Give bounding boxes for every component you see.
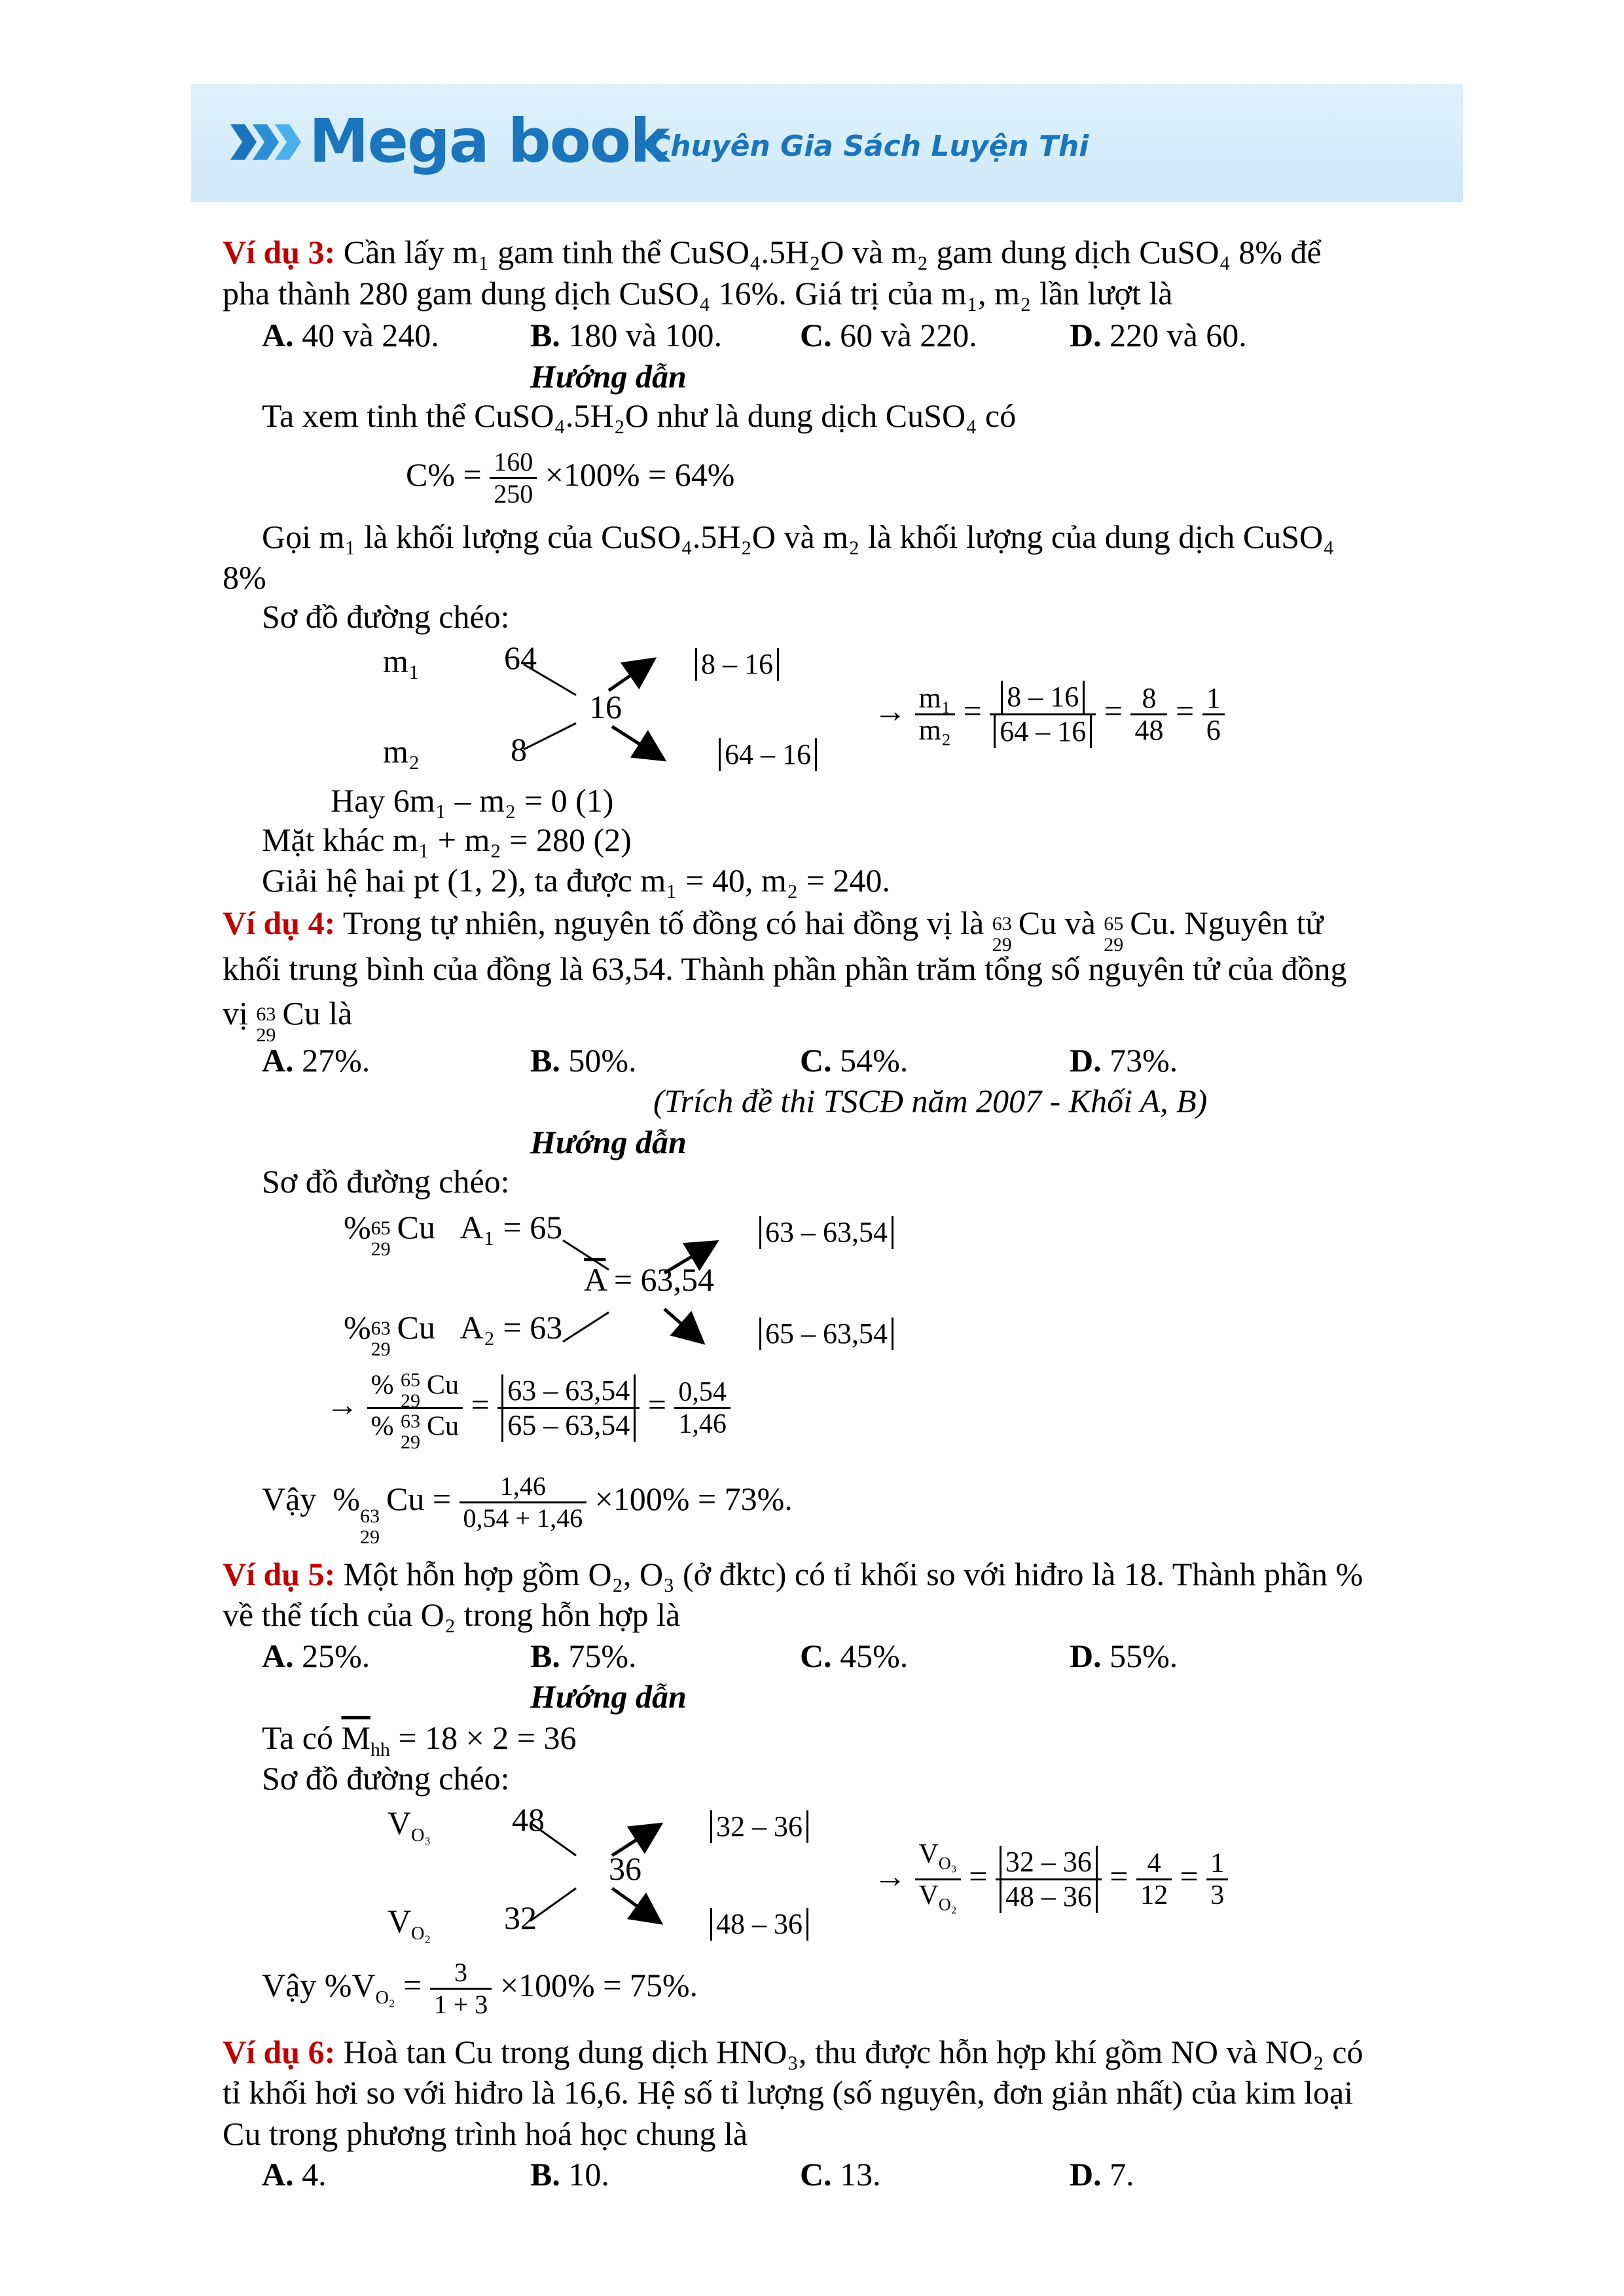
- ex3-diag-16: 16: [589, 689, 622, 725]
- ex3-q1: Cần lấy m₁ gam tinh thể CuSO₄.5H₂O và m₂ gam dung dịch CuSO₄ 8% để: [343, 234, 1322, 270]
- ex6-opt-a: A. 4.: [262, 2156, 327, 2193]
- ex4-diag-abs1: 63 – 63,54: [759, 1211, 893, 1250]
- ex3-step6: Giải hệ hai pt (1, 2), ta được m₁ = 40, m₂ = 240.: [262, 862, 890, 899]
- ex5-diag-32: 32: [504, 1899, 537, 1936]
- ex3-step5: Mặt khác m₁ + m₂ = 280 (2): [262, 821, 632, 858]
- ex5-diag-abs2: 48 – 36: [710, 1903, 808, 1942]
- ex6-q2: tỉ khối hơi so với hiđro là 16,6. Hệ số tỉ lượng (số nguyên, đơn giản nhất) của kim loại: [223, 2074, 1354, 2111]
- ex4-opt-b: B. 50%.: [530, 1042, 637, 1079]
- ex5-conclusion: Vậy $\%V_{O_2}$ = $\frac{3}{1 + 3}$ ×100% = 75%.: [262, 1958, 698, 2020]
- ex5-opt-a: A. 25%.: [262, 1638, 370, 1674]
- ex3-step2b: 8%: [223, 559, 266, 596]
- ex3-q2: pha thành 280 gam dung dịch CuSO₄ 16%. Giá trị của m₁, m₂ lần lượt là: [223, 275, 1173, 312]
- ex4-opt-a: A. 27%.: [262, 1042, 370, 1079]
- ex3-diag-abs1: 8 – 16: [695, 643, 779, 682]
- ex5-diag-vo2: $V_{O_2}$: [388, 1903, 431, 1944]
- ex5-diag-vo3: $V_{O_3}$: [388, 1804, 431, 1846]
- ex3-diag-abs2: 64 – 16: [719, 733, 817, 772]
- ex5-guide-heading: Hướng dẫn: [530, 1678, 687, 1715]
- ex3-step3: Sơ đồ đường chéo:: [262, 598, 510, 635]
- ex3-opt-c: C. 60 và 220.: [800, 317, 977, 353]
- ex5-ratio: → $\frac{V_{O_3}}{V_{O_2}}$ = $\frac{32 - 36}{48 - 36}$ = $\frac{4}{12}$ = $\frac{1}{3}$: [874, 1839, 1228, 1920]
- ex4-diag-cu63: % 63 29 Cu A₂ = 63: [344, 1309, 563, 1360]
- ex3-opt-b: B. 180 và 100.: [530, 317, 723, 353]
- ex6-q3: Cu trong phương trình hoá học chung là: [223, 2115, 748, 2152]
- ex5-opt-d: D. 55%.: [1070, 1638, 1178, 1674]
- ex5-diag-abs1: 32 – 36: [710, 1805, 808, 1844]
- ex4-source: (Trích đề thi TSCĐ năm 2007 - Khối A, B): [653, 1083, 1208, 1119]
- ex4-step1: Sơ đồ đường chéo:: [262, 1163, 510, 1200]
- logo-mega: Mega: [309, 106, 488, 176]
- ex4-opt-d: D. 73%.: [1070, 1042, 1178, 1079]
- ex6-opt-b: B. 10.: [530, 2156, 609, 2193]
- ex4-q2: khối trung bình của đồng là 63,54. Thành phần phần trăm tổng số nguyên tử của đồng: [223, 950, 1347, 987]
- ex3-opt-d: D. 220 và 60.: [1070, 317, 1247, 353]
- ex3-label: Ví dụ 3:: [223, 234, 336, 270]
- ex4-q3: vị 63 29 Cu là: [223, 995, 353, 1046]
- ex4-conclusion: Vậy % 63 29 Cu = $\frac{1,46}{0,54 + 1,46}$ ×100% = 73%.: [262, 1471, 793, 1548]
- ex3-step1: Ta xem tinh thể CuSO₄.5H₂O như là dung dịch CuSO₄ có: [262, 397, 1017, 434]
- ex5-diag-48: 48: [512, 1801, 545, 1838]
- ex5-opt-c: C. 45%.: [800, 1638, 909, 1674]
- ex6-opt-d: D. 7.: [1070, 2156, 1134, 2193]
- ex5-question-line1: Ví dụ 5: Một hỗn hợp gồm O₂, O₃ (ở đktc) có tỉ khối so với hiđro là 18. Thành phần %: [223, 1556, 1363, 1592]
- ex5-diag-36: 36: [609, 1850, 641, 1887]
- ex5-q2: về thể tích của O₂ trong hỗn hợp là: [223, 1596, 681, 1633]
- ex3-diag-8: 8: [511, 731, 527, 768]
- ex4-diag-abar: $\overline{A} = 63,54$: [584, 1261, 715, 1298]
- ex4-opt-c: C. 54%.: [800, 1042, 909, 1079]
- ex4-question-line1: Ví dụ 4: Trong tự nhiên, nguyên tố đồng có hai đồng vị là 63 29 Cu và 65 29 Cu. Nguyên tử: [223, 905, 1324, 956]
- ex3-diag-m1: m₁: [383, 643, 420, 679]
- ex6-opt-c: C. 13.: [800, 2156, 881, 2193]
- ex5-step1: Ta có $\overline{M}_{hh} = 18 \times 2 = 36$: [262, 1719, 577, 1761]
- ex3-ratio: → $\frac{\text{m₁}}{\text{m₂}}$ = $\frac{8 - 16}{64 - 16}$ = $\frac{8}{48}$ = $\frac{1}{6}$: [874, 681, 1225, 748]
- ex6-question-line1: Ví dụ 6: Hoà tan Cu trong dung dịch HNO₃, thu được hỗn hợp khí gồm NO và NO₂ có: [223, 2034, 1363, 2070]
- ex5-opt-b: B. 75%.: [530, 1638, 637, 1674]
- ex3-diag-64: 64: [504, 639, 537, 676]
- ex4-diag-abs2: 65 – 63,54: [759, 1312, 893, 1352]
- ex3-opt-a: A. 40 và 240.: [262, 317, 439, 353]
- ex4-guide-heading: Hướng dẫn: [530, 1124, 687, 1160]
- tagline: Chuyên Gia Sách Luyện Thi: [649, 130, 1089, 163]
- ex3-step4: Hay 6m₁ – m₂ = 0 (1): [331, 782, 614, 819]
- ex5-step2: Sơ đồ đường chéo:: [262, 1760, 510, 1797]
- ex3-concentration-formula: C% = $\frac{160}{250}$ ×100% = 64%: [406, 447, 735, 509]
- ex4-ratio: → % 65 29 Cu % 63 29 Cu = $\frac{63 - 63,54}{65 - 63,54}$ = $\frac{0,54}{1,46}$: [326, 1368, 731, 1448]
- logo-book: book: [507, 106, 669, 176]
- ex4-diag-cu65: % 65 29 Cu A₁ = 65: [344, 1209, 563, 1260]
- ex3-guide-heading: Hướng dẫn: [530, 358, 687, 395]
- ex3-step2a: Gọi m₁ là khối lượng của CuSO₄.5H₂O và m₂ là khối lượng của dung dịch CuSO₄: [262, 518, 1335, 555]
- ex3-diag-m2: m₂: [383, 733, 420, 770]
